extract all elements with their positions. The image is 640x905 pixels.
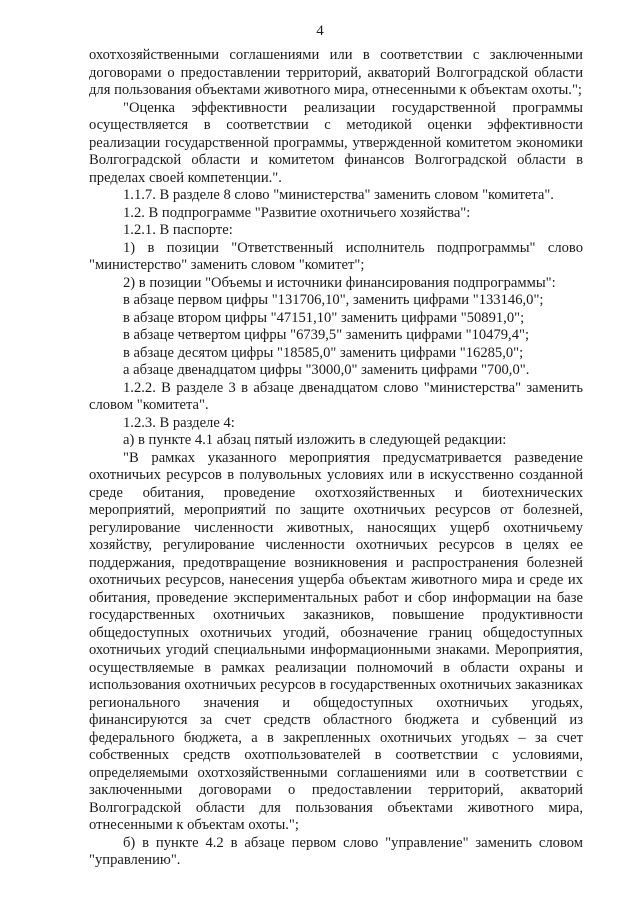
financing-line: в абзаце втором цифры "47151,10" заменить цифрами "50891,0"; xyxy=(123,309,525,326)
financing-list xyxy=(89,292,583,380)
paragraph-1-2: 1.2. В подпрограмме "Развитие охотничьего хозяйства": xyxy=(123,204,471,221)
paragraph-1-2-3: 1.2.3. В разделе 4: xyxy=(123,414,235,431)
paragraph-continuation: охотхозяйственными соглашениями или в соответствии с заключенными договорами о предоставлении территорий, акваторий Волгоградской области для пользования объектами животного мира, отнесенными к объектам охоты."; xyxy=(89,47,583,98)
paragraph-evaluation: "Оценка эффективности реализации государственной программы осуществляется в соответствии с методикой оценки эффективности реализации государственной программы, утвержденной комитетом экономики Волгоградской области и комитетом финансов Волгоградской области в пределах своей компетенции.". xyxy=(89,99,583,186)
paragraph-item-1: 1) в позиции "Ответственный исполнитель подпрограммы" слово "министерство" заменить словом "комитет"; xyxy=(89,239,583,273)
paragraph-item-b: б) в пункте 4.2 в абзаце первом слово "управление" заменить словом "управлению". xyxy=(89,834,583,868)
paragraph-1-1-7: 1.1.7. В разделе 8 слово "министерства" заменить словом "комитета". xyxy=(123,187,554,203)
financing-line: а абзаце двенадцатом цифры "3000,0" заменить цифрами "700,0". xyxy=(123,362,530,378)
financing-line: в абзаце четвертом цифры "6739,5" заменить цифрами "10479,4"; xyxy=(123,327,530,343)
paragraph-1-2-1: 1.2.1. В паспорте: xyxy=(123,222,233,238)
paragraph-item-2: 2) в позиции "Объемы и источники финансирования подпрограммы": xyxy=(123,274,556,291)
financing-line: в абзаце первом цифры "131706,10", заменить цифрами "133146,0"; xyxy=(123,292,544,308)
financing-line: в абзаце десятом цифры "18585,0" заменить цифрами "16285,0"; xyxy=(123,344,524,361)
paragraph-item-a: а) в пункте 4.1 абзац пятый изложить в следующей редакции: xyxy=(123,432,507,448)
paragraph-1-2-2: 1.2.2. В разделе 3 в абзаце двенадцатом слово "министерства" заменить словом "комитета". xyxy=(89,379,583,413)
document-body xyxy=(89,47,583,870)
page-number: 4 xyxy=(316,23,324,39)
paragraph-quoted-text: "В рамках указанного мероприятия предусматривается разведение охотничьих ресурсов в полувольных условиях или в искусственно созданной среде обитания, проведение охотхозяйственных и биотехнических мероприятий, мероприятий по защите охотничьих ресурсов от болезней, регулирование численности животных, наносящих ущерб охотничьему хозяйству, регулирование численности охотничьих ресурсов в целях ее поддержания, предотвращение возникновения и распространения болезней охотничьих ресурсов, нанесения ущерба объектам животного мира и среде их обитания, проведение экспериментальных работ и сбор информации на базе государственных охотничьих заказников, повышение продуктивности общедоступных охотничьих угодий, обозначение границ общедоступных охотничьих угодий специальными информационными знаками. Мероприятия, осуществляемые в рамках реализации полномочий в области охраны и использования охотничьих ресурсов в государственных охотничьих заказниках регионального значения и общедоступных охотничьих угодьях, финансируются за счет средств областного бюджета и субвенций из федерального бюджета, а в закрепленных охотничьих угодьях – за счет собственных средств охотпользователей в соответствии с условиями, определяемыми охотхозяйственными соглашениями или в соответствии с заключенными договорами о предоставлении территорий, акваторий Волгоградской области для пользования объектами животного мира, отнесенными к объектам охоты."; xyxy=(89,449,583,833)
